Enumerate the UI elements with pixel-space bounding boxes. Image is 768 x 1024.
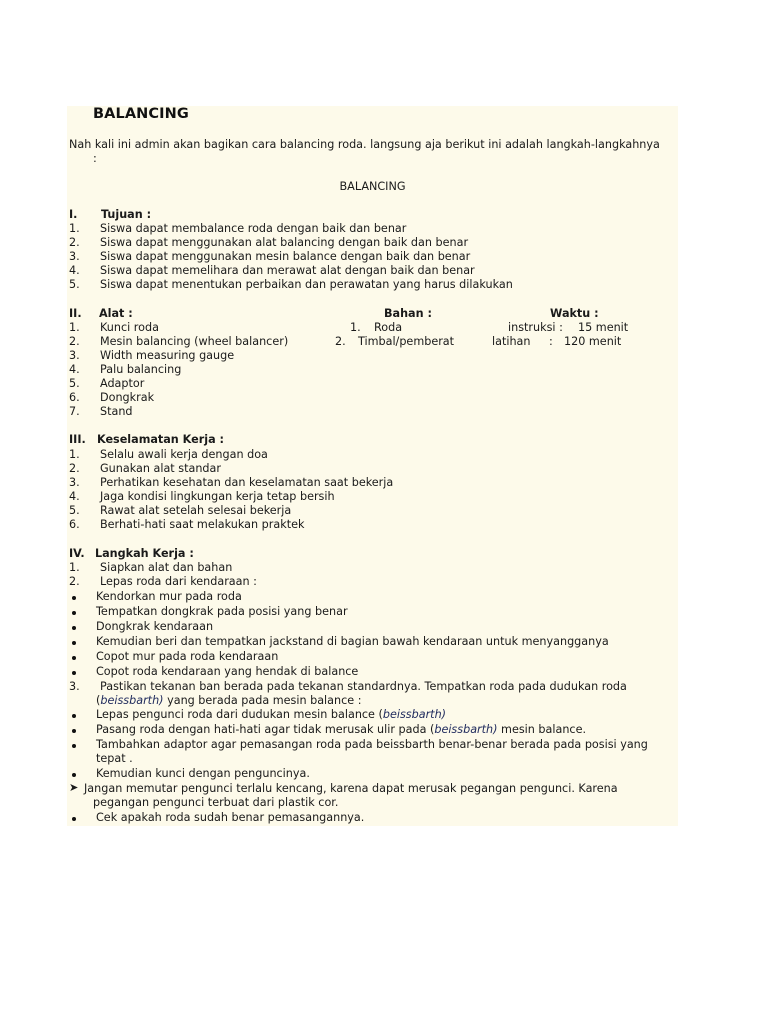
list-number: 2.	[335, 335, 346, 348]
document-title: BALANCING	[93, 106, 189, 122]
list-item: Tempatkan dongkrak pada posisi yang benar	[96, 605, 348, 618]
list-item: Perhatikan kesehatan dan keselamatan saat bekerja	[100, 476, 394, 489]
section-2-number: II.	[69, 307, 82, 320]
section-4-number: IV.	[69, 547, 85, 560]
list-item: Width measuring gauge	[100, 349, 235, 362]
list-number: 2.	[69, 335, 80, 348]
list-item: Timbal/pemberat	[358, 335, 455, 348]
list-number: 1.	[69, 222, 80, 235]
intro-text-cont: :	[93, 152, 97, 165]
waktu-value: 120 menit	[564, 335, 622, 348]
list-item: Kemudian kunci dengan penguncinya.	[96, 767, 310, 780]
list-item: Lepas roda dari kendaraan :	[100, 575, 257, 588]
waktu-value: 15 menit	[578, 321, 629, 334]
list-item: Kemudian beri dan tempatkan jackstand di bagian bawah kendaraan untuk menyangganya	[96, 635, 609, 648]
list-item: Adaptor	[100, 377, 145, 390]
center-heading: BALANCING	[339, 180, 406, 193]
beissbarth-ref: beissbarth)	[382, 708, 447, 721]
list-number: 5.	[69, 504, 80, 517]
list-item: Kunci roda	[100, 321, 159, 334]
list-item: Rawat alat setelah selesai bekerja	[100, 504, 292, 517]
bullet-icon	[72, 641, 76, 645]
bullet-icon	[72, 773, 76, 777]
list-item-cont	[96, 694, 361, 708]
list-item: Dongkrak	[100, 391, 155, 404]
list-number: 5.	[69, 278, 80, 291]
bullet-icon	[72, 611, 76, 615]
bullet-icon	[72, 744, 76, 748]
list-item: Mesin balancing (wheel balancer)	[100, 335, 289, 348]
list-number: 7.	[69, 405, 80, 418]
section-3-title: Keselamatan Kerja :	[97, 433, 224, 446]
bullet-icon	[72, 817, 76, 821]
list-item: Dongkrak kendaraan	[96, 620, 214, 633]
list-item: Tambahkan adaptor agar pemasangan roda pada beissbarth benar-benar berada pada posisi yang	[96, 738, 648, 751]
list-number: 3.	[69, 349, 80, 362]
list-item: Copot roda kendaraan yang hendak di balance	[96, 665, 359, 678]
list-item: Palu balancing	[100, 363, 182, 376]
beissbarth-ref: beissbarth)	[434, 723, 498, 736]
list-item: Pastikan tekanan ban berada pada tekanan standardnya. Tempatkan roda pada dudukan roda	[100, 680, 627, 693]
list-number: 1.	[69, 321, 80, 334]
document-page	[67, 106, 678, 826]
list-number: 3.	[69, 680, 80, 693]
intro-text: Nah kali ini admin akan bagikan cara balancing roda. langsung aja berikut ini adalah langkah-langkahnya	[69, 138, 660, 151]
list-item: Siswa dapat membalance roda dengan baik dan benar	[100, 222, 407, 235]
note-text: Jangan memutar pengunci terlalu kencang, karena dapat merusak pegangan pengunci. Karena	[84, 782, 618, 795]
list-item: Siswa dapat menggunakan mesin balance dengan baik dan benar	[100, 250, 471, 263]
list-item: Berhati-hati saat melakukan praktek	[100, 518, 305, 531]
list-number: 1.	[69, 448, 80, 461]
section-3-number: III.	[69, 433, 86, 446]
list-item: Gunakan alat standar	[100, 462, 221, 475]
list-number: 4.	[69, 490, 80, 503]
paren-open: (	[96, 694, 101, 707]
section-1-number: I.	[69, 208, 78, 221]
list-number: 2.	[69, 236, 80, 249]
list-item: Copot mur pada roda kendaraan	[96, 650, 279, 663]
note-text-cont: pegangan pengunci terbuat dari plastik cor.	[93, 796, 339, 809]
list-item-text: mesin balance.	[497, 723, 587, 736]
list-number: 4.	[69, 264, 80, 277]
list-number: 3.	[69, 476, 80, 489]
list-number: 1.	[350, 321, 361, 334]
list-number: 2.	[69, 462, 80, 475]
waktu-label: instruksi :	[508, 321, 563, 334]
list-number: 1.	[69, 561, 80, 574]
list-item: Roda	[374, 321, 403, 334]
list-item: Jaga kondisi lingkungan kerja tetap bersih	[100, 490, 335, 503]
list-number: 3.	[69, 250, 80, 263]
bullet-icon	[72, 671, 76, 675]
list-number: 6.	[69, 518, 80, 531]
bullet-icon	[72, 596, 76, 600]
list-item-text: Pasang roda dengan hati-hati agar tidak merusak ulir pada (	[96, 723, 435, 736]
bullet-icon	[72, 626, 76, 630]
section-4-title: Langkah Kerja :	[95, 547, 194, 560]
bullet-icon	[72, 714, 76, 718]
list-number: 6.	[69, 391, 80, 404]
list-item-cont: tepat .	[96, 752, 133, 765]
list-item	[96, 723, 586, 737]
waktu-label: latihan	[492, 335, 531, 348]
list-item: Kendorkan mur pada roda	[96, 590, 242, 603]
list-item: Cek apakah roda sudah benar pemasangannya.	[96, 811, 365, 824]
list-item: Selalu awali kerja dengan doa	[100, 448, 268, 461]
list-item	[96, 708, 446, 722]
list-number: 2.	[69, 575, 80, 588]
list-item: Siapkan alat dan bahan	[100, 561, 233, 574]
list-item-text: yang berada pada mesin balance :	[163, 694, 362, 707]
list-item: Stand	[100, 405, 133, 418]
section-2-bahan-title: Bahan :	[384, 307, 432, 320]
beissbarth-ref: beissbarth)	[100, 694, 164, 707]
list-item-text: Lepas pengunci roda dari dudukan mesin balance (	[96, 708, 383, 721]
arrow-bullet-icon: ➤	[69, 781, 79, 794]
list-item: Siswa dapat menentukan perbaikan dan perawatan yang harus dilakukan	[100, 278, 513, 291]
list-item: Siswa dapat menggunakan alat balancing dengan baik dan benar	[100, 236, 469, 249]
list-item: Siswa dapat memelihara dan merawat alat dengan baik dan benar	[100, 264, 475, 277]
list-number: 4.	[69, 363, 80, 376]
waktu-separator: :	[549, 335, 553, 348]
list-number: 5.	[69, 377, 80, 390]
bullet-icon	[72, 729, 76, 733]
bullet-icon	[72, 656, 76, 660]
section-2-alat-title: Alat :	[99, 307, 133, 320]
section-1-title: Tujuan :	[101, 208, 152, 221]
section-2-waktu-title: Waktu :	[550, 307, 599, 320]
